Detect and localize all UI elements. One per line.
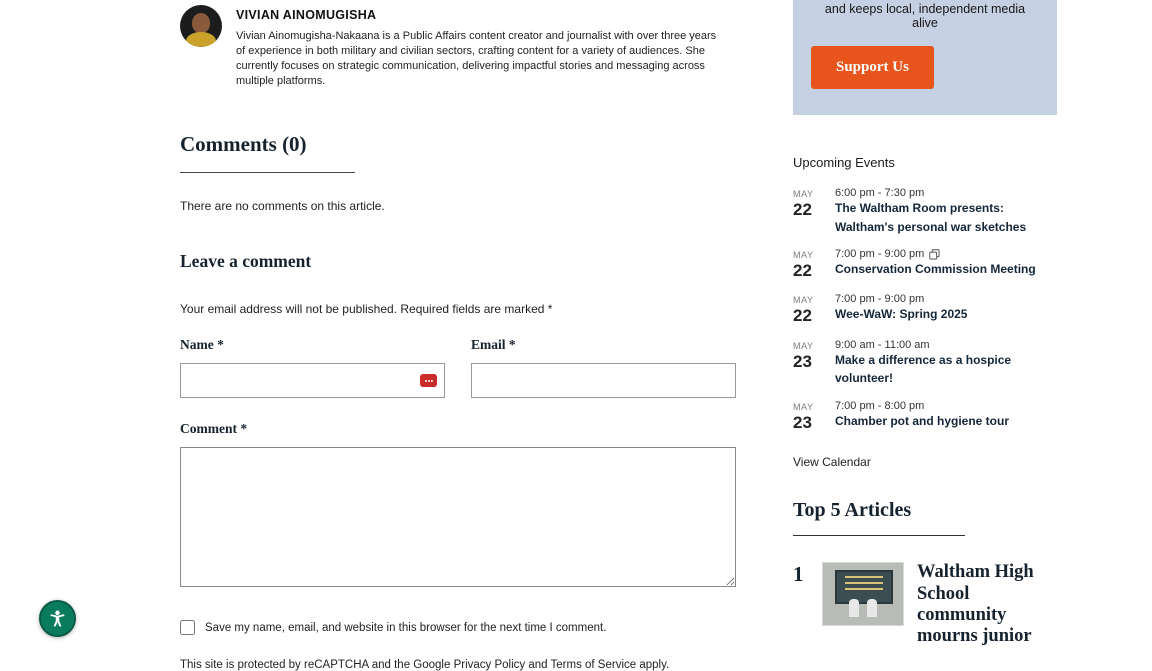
name-email-row: [180, 336, 736, 398]
comments-heading: Comments (0): [180, 132, 355, 173]
name-field-group: [180, 336, 445, 398]
upcoming-events-heading: Upcoming Events: [793, 155, 895, 170]
author-name: VIVIAN AINOMUGISHA: [236, 8, 377, 22]
events-list: [793, 187, 1057, 433]
accessibility-icon: [47, 608, 68, 629]
recaptcha-notice: This site is protected by reCAPTCHA and the Google Privacy Policy and Terms of Service apply.: [180, 659, 670, 671]
event-title[interactable]: Chamber pot and hygiene tour: [835, 413, 1010, 428]
event-item[interactable]: [793, 339, 1057, 388]
leave-comment-heading: Leave a comment: [180, 251, 312, 272]
no-comments-message: There are no comments on this article.: [180, 199, 385, 214]
event-time: 6:00 pm - 7:30 pm: [835, 187, 925, 199]
thumbnail-figure-shape: [867, 599, 877, 617]
event-time: 7:00 pm - 8:00 pm: [835, 399, 925, 412]
event-month: MAY: [793, 340, 814, 351]
event-month: MAY: [793, 189, 814, 199]
name-input[interactable]: [180, 363, 445, 398]
email-input-wrap: [471, 363, 736, 398]
event-time: 7:00 pm - 9:00 pm: [835, 248, 1057, 260]
event-time: 9:00 am - 11:00 am: [835, 338, 930, 351]
top-articles-heading: Top 5 Articles: [793, 499, 965, 536]
autofill-icon[interactable]: [420, 374, 437, 387]
event-day: 22: [793, 306, 812, 326]
form-note: Your email address will not be published. Required fields are marked *: [180, 302, 553, 317]
accessibility-widget-button[interactable]: [39, 600, 76, 637]
event-item[interactable]: [793, 293, 1057, 326]
event-day: 22: [793, 200, 812, 219]
email-input[interactable]: [471, 363, 736, 398]
event-item[interactable]: [793, 400, 1057, 433]
support-box: [793, 0, 1057, 115]
view-calendar-link[interactable]: View Calendar: [793, 455, 871, 470]
article-rank: 1: [793, 562, 804, 587]
author-info: [236, 5, 718, 88]
event-day: 23: [793, 412, 812, 432]
event-item[interactable]: [793, 187, 1057, 236]
event-title[interactable]: The Waltham Room presents: Waltham's personal war sketches: [835, 201, 1027, 234]
avatar-face-shape: [192, 13, 210, 33]
support-text: and keeps local, independent media alive: [824, 2, 1026, 30]
recurring-event-icon: [929, 249, 940, 260]
event-day: 23: [793, 351, 812, 371]
article-title[interactable]: Waltham High School community mourns junior: [917, 562, 1034, 647]
comment-label: Comment *: [180, 421, 248, 437]
comment-textarea[interactable]: [180, 447, 736, 587]
event-title[interactable]: Wee-WaW: Spring 2025: [835, 307, 968, 322]
support-us-button[interactable]: Support Us: [811, 46, 934, 89]
event-day: 22: [793, 261, 812, 281]
article-comments-section: [180, 0, 736, 671]
thumbnail-figure-shape: [849, 599, 859, 617]
event-month: MAY: [793, 295, 814, 306]
name-label: Name *: [180, 337, 224, 353]
name-input-wrap: [180, 363, 445, 398]
article-thumbnail[interactable]: [822, 562, 904, 626]
save-checkbox-label: Save my name, email, and website in this browser for the next time I comment.: [205, 621, 607, 634]
event-month: MAY: [793, 250, 814, 261]
thumbnail-sign-shape: [835, 570, 893, 604]
email-label: Email *: [471, 337, 516, 353]
event-title[interactable]: Make a difference as a hospice volunteer!: [835, 352, 1012, 386]
author-bio: Vivian Ainomugisha-Nakaana is a Public Affairs content creator and journalist with over three years of experience in both military and civilian sectors, crafting content for a variety of audiences. She currently focuses on strategic communication, delivering impactful stories and messaging across multiple platforms.: [236, 30, 717, 87]
sidebar: [793, 0, 1057, 648]
event-title[interactable]: Conservation Commission Meeting: [835, 262, 1036, 277]
event-time: 7:00 pm - 9:00 pm: [835, 293, 925, 306]
author-box: [180, 0, 736, 88]
top-article-item[interactable]: [793, 562, 1057, 648]
event-month: MAY: [793, 401, 814, 412]
save-info-checkbox[interactable]: [180, 620, 195, 635]
event-item[interactable]: [793, 248, 1057, 281]
author-avatar: [180, 5, 222, 47]
email-field-group: [471, 336, 736, 398]
comment-field-group: [180, 420, 736, 592]
save-checkbox-row: [180, 620, 736, 635]
avatar-body-shape: [186, 32, 216, 47]
